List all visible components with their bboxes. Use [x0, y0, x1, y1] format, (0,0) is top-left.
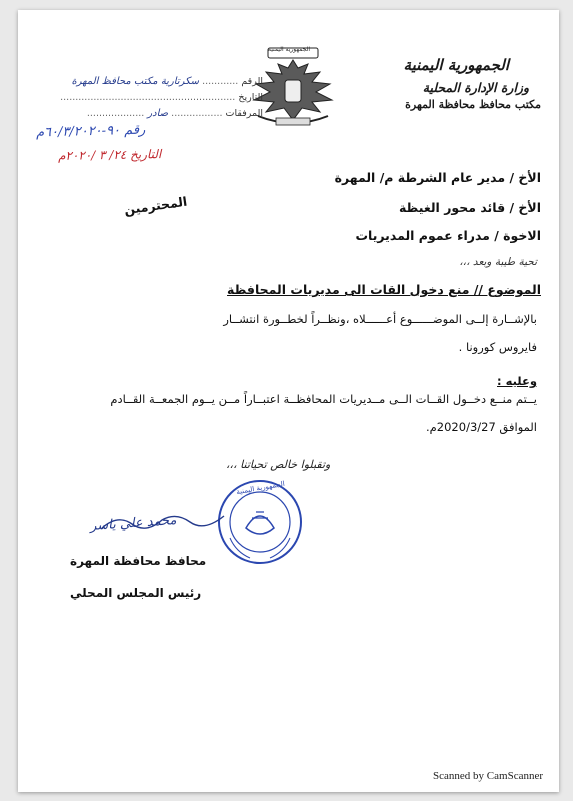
signature-title: محافظ محافظة المهرة [70, 554, 207, 568]
stamp-number: رقم ٩٠-٦٠/٣/٢٠٢٠م [35, 122, 146, 141]
respected-label: المحترمين [123, 193, 189, 218]
attachments-field: المرفقات ................. صادر ................... [86, 108, 263, 119]
institution-line-2: وزارة الإدارة المحلية [422, 80, 529, 95]
ref-value: سكرتارية مكتب محافظ المهرة [71, 76, 200, 87]
body-line-3: يــتم منــع دخــول القــات الــى مــديريات المحافظــة اعتبــاراً مــن يــوم الجمعــة القــادم [110, 392, 537, 406]
signature-scribble-icon [98, 506, 228, 540]
institution-line-1: الجمهورية اليمنية [403, 56, 509, 74]
attach-value: صادر [147, 108, 169, 119]
body-line-1: بالإشــارة إلــى الموضــــــوع أعــــــلاه ،ونظــراً لخطــورة انتشــار [223, 312, 537, 326]
letter-page [18, 10, 559, 792]
greeting: تحية طيبة وبعد ،،، [459, 256, 537, 268]
body-line-4: الموافق 2020/3/27م. [426, 420, 537, 434]
stamp-date: التاريخ ٢٤/ ٣ /٢٠٢٠م [57, 147, 162, 163]
ref-field: الرقم ............ سكرتارية مكتب محافظ المهرة [71, 76, 263, 87]
subject-line: الموضوع // منع دخول القات الى مديريات المحافظة [227, 282, 541, 297]
date-field: التاريخ .......................................................... [60, 92, 263, 103]
emblem-caption: الجمهورية اليمنية [268, 46, 311, 53]
signature-name: محمد علي ياسر [89, 513, 177, 534]
attach-label: المرفقات [225, 108, 263, 119]
wa-alayh-label: وعليه : [497, 374, 537, 388]
recipient-1: الأخ / مدير عام الشرطة م/ المهرة [334, 170, 541, 185]
ref-label: الرقم [241, 76, 263, 87]
date-label: التاريخ [238, 92, 263, 103]
recipient-3: الاخوة / مدراء عموم المديريات [355, 228, 541, 243]
page-bottom-margin [0, 792, 573, 801]
recipient-2: الأخ / قائد محور الغيظة [398, 200, 541, 215]
closing-line: وتقبلوا خالص تحياتنا ،،، [226, 458, 331, 471]
institution-line-3: مكتب محافظ محافظة المهرة [405, 98, 541, 111]
scanner-watermark: Scanned by CamScanner [433, 770, 543, 782]
seal-text: الجمهورية اليمنية [235, 479, 286, 497]
body-line-2: فايروس كورونا . [458, 340, 537, 354]
signature-council: رئيس المجلس المحلي [70, 586, 202, 600]
